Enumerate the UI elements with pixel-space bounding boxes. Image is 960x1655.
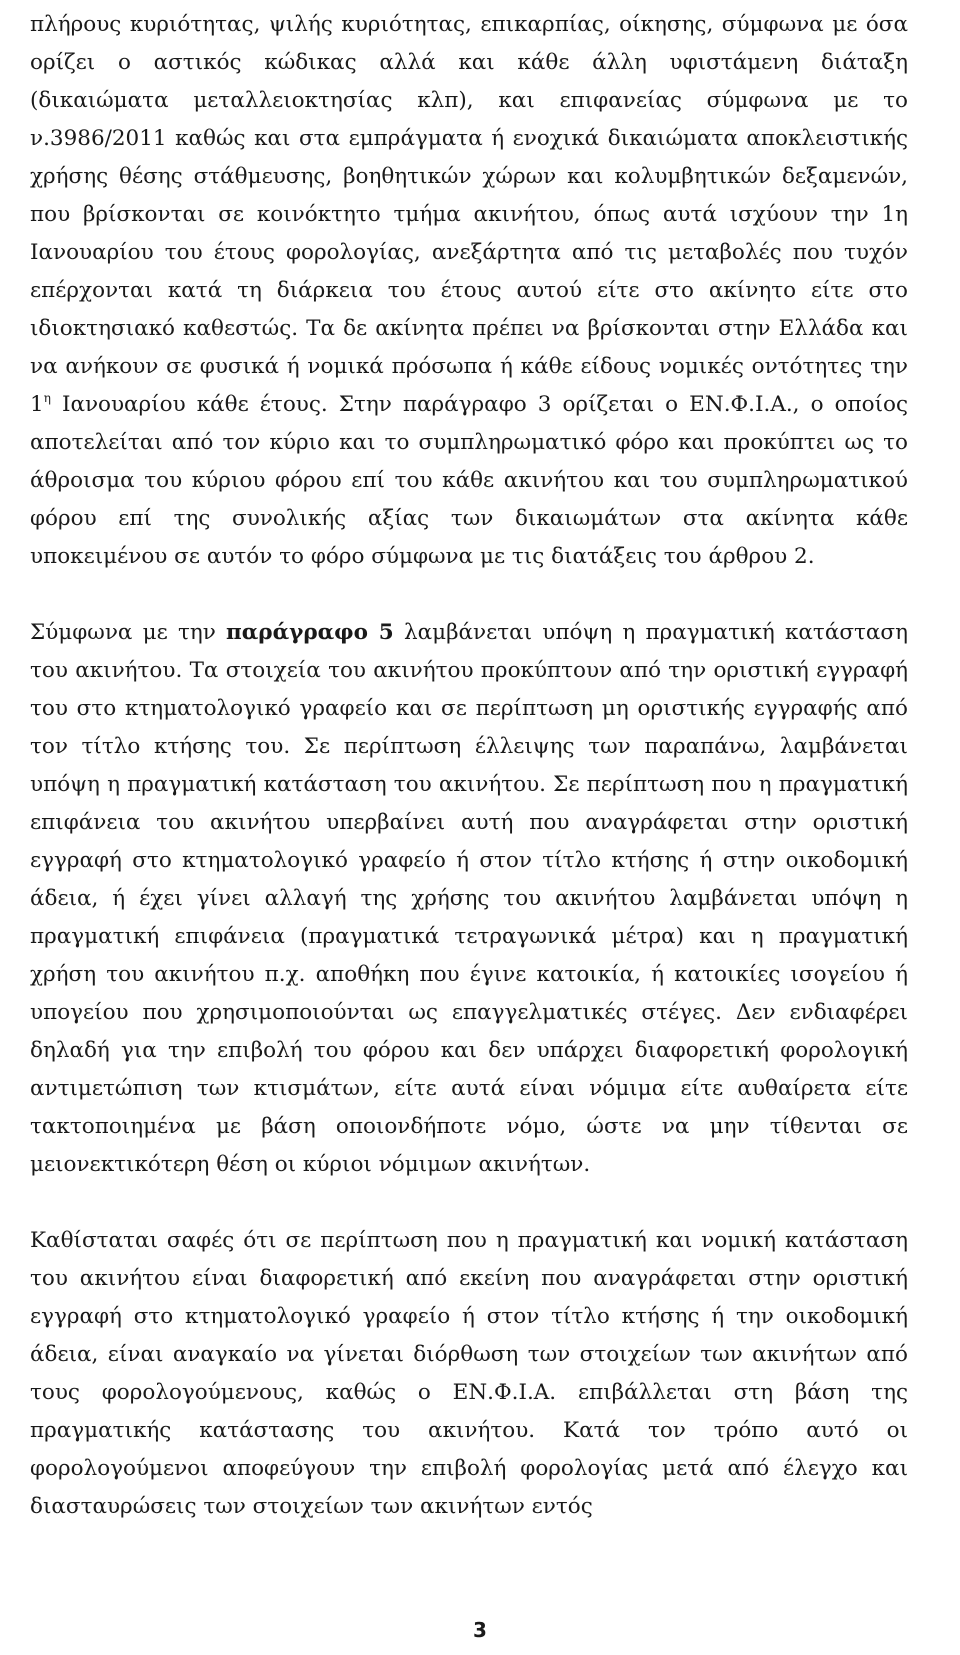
paragraph-2-text-b: λαμβάνεται υπόψη η πραγματική κατάσταση του ακινήτου. Τα στοιχεία του ακινήτου προκύπτουν από την οριστική εγγραφή του στο κτηματολογικό γραφείο και σε περίπτωση μη οριστικής εγγραφής από τον τίτλο κτήσης του. Σε περίπτωση έλλειψης των παραπάνω, λαμβάνεται υπόψη η πραγματική κατάσταση του ακινήτου. Σε περίπτωση που η πραγματική επιφάνεια του ακινήτου υπερβαίνει αυτή που αναγράφεται στην οριστική εγγραφή στο κτηματολογικό γραφείο ή στον τίτλο κτήσης ή στην οικοδομική άδεια, ή έχει γίνει αλλαγή της χρήσης του ακινήτου λαμβάνεται υπόψη η πραγματική επιφάνεια (πραγματικά τετραγωνικά μέτρα) και η πραγματική χρήση του ακινήτου π.χ. αποθήκη που έγινε κατοικία, ή κατοικίες ισογείου ή υπογείου που χρησιμοποιούνται ως επαγγελματικές στέγες. Δεν ενδιαφέρει δηλαδή για την επιβολή του φόρου και δεν υπάρχει διαφορετική φορολογική αντιμετώπιση των κτισμάτων, είτε αυτά είναι νόμιμα είτε αυθαίρετα είτε τακτοποιημένα με βάση οποιονδήποτε νόμο, ώστε να μην τίθενται σε μειονεκτικότερη θέση οι κύριοι νόμιμων ακινήτων. [30, 620, 908, 1177]
page-number: 3 [473, 1618, 487, 1642]
paragraph-1 [30, 6, 908, 576]
paragraph-1-text-a: πλήρους κυριότητας, ψιλής κυριότητας, επικαρπίας, οίκησης, σύμφωνα με όσα ορίζει ο αστικός κώδικας αλλά και κάθε άλλη υφιστάμενη διάταξη (δικαιώματα μεταλλειοκτησίας κλπ), και επιφανείας σύμφωνα με το ν.3986/2011 καθώς και στα εμπράγματα ή ενοχικά δικαιώματα αποκλειστικής χρήσης θέσης στάθμευσης, βοηθητικών χώρων και κολυμβητικών δεξαμενών, που βρίσκονται σε κοινόκτητο τμήμα ακινήτου, όπως αυτά ισχύουν την 1η Ιανουαρίου του έτους φορολογίας, ανεξάρτητα από τις μεταβολές που τυχόν επέρχονται κατά τη διάρκεια του έτους αυτού είτε στο ακίνητο είτε στο ιδιοκτησιακό καθεστώς. Τα δε ακίνητα πρέπει να βρίσκονται στην Ελλάδα και να ανήκουν σε φυσικά ή νομικά πρόσωπα ή κάθε είδους νομικές οντότητες την 1 [30, 12, 908, 417]
paragraph-2-text-a: Σύμφωνα με την [30, 620, 226, 645]
paragraph-3-text: Καθίσταται σαφές ότι σε περίπτωση που η πραγματική και νομική κατάσταση του ακινήτου είναι διαφορετική από εκείνη που αναγράφεται στην οριστική εγγραφή στο κτηματολογικό γραφείο ή στον τίτλο κτήσης ή την οικοδομική άδεια, είναι αναγκαίο να γίνεται διόρθωση των στοιχείων των ακινήτων από τους φορολογούμενους, καθώς ο ΕΝ.Φ.Ι.Α. επιβάλλεται στη βάση της πραγματικής κατάστασης του ακινήτου. Κατά τον τρόπο αυτό οι φορολογούμενοι αποφεύγουν την επιβολή φορολογίας μετά από έλεγχο και διασταυρώσεις των στοιχείων των ακινήτων εντός [30, 1228, 908, 1519]
paragraph-1-text-b: Ιανουαρίου κάθε έτους. Στην παράγραφο 3 ορίζεται ο ΕΝ.Φ.Ι.Α., ο οποίος αποτελείται από τον κύριο και το συμπληρωματικό φόρο και προκύπτει ως το άθροισμα του κύριου φόρου επί του κάθε ακινήτου και του συμπληρωματικού φόρου επί της συνολικής αξίας των δικαιωμάτων στα ακίνητα κάθε υποκειμένου σε αυτόν το φόρο σύμφωνα με τις διατάξεις του άρθρου 2. [30, 392, 908, 569]
paragraph-2 [30, 614, 908, 1184]
document-body [30, 6, 908, 1526]
paragraph-3 [30, 1222, 908, 1526]
ordinal-superscript: η [43, 391, 51, 405]
paragraph-2-bold-reference: παράγραφο 5 [226, 620, 394, 645]
